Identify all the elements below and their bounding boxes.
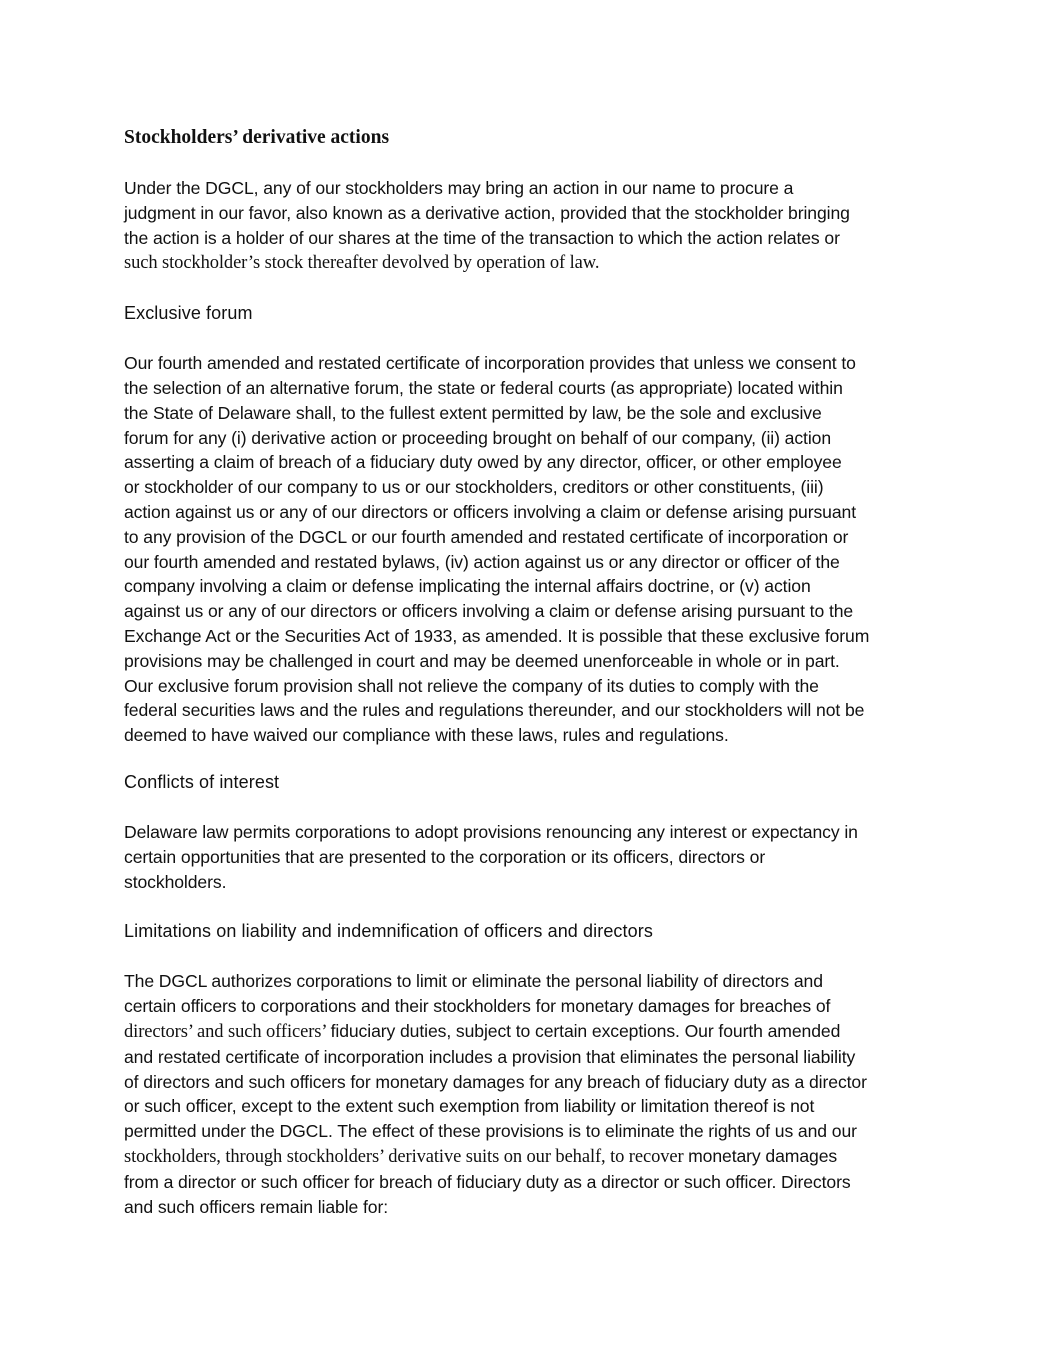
section-heading-exclusive-forum: Exclusive forum [124,303,253,324]
liability-text-part-b: fiduciary duties, subject to certain exceptions. Our fourth amended and restated certificate of incorporation includes a provision that eliminates the personal liability of directors and such officers for monetary damages for any breach of fiduciary duty as a director or such officer, except to the extent such exemption from liability or limitation thereof is not permitted under the DGCL. The effect of these provisions is to eliminate the rights of us and our [124,1020,867,1142]
paragraph-exclusive-forum: Our fourth amended and restated certificate of incorporation provides that unless we consent to the selection of an alternative forum, the state or federal courts (as appropriate) located within the State of Delaware shall, to the fullest extent permitted by law, be the sole and exclusive forum for any (i) derivative action or proceeding brought on behalf of our company, (ii) action asserting a claim of breach of a fiduciary duty owed by any director, officer, or other employee or stockholder of our company to us or our stockholders, creditors or other constituents, (iii) action against us or any of our directors or officers involving a claim or defense arising pursuant to any provision of the DGCL or our fourth amended and restated certificate of incorporation or our fourth amended and restated bylaws, (iv) action against us or any director or officer of the company involving a claim or defense implicating the internal affairs doctrine, or (v) action against us or any of our directors or officers involving a claim or defense arising pursuant to the Exchange Act or the Securities Act of 1933, as amended. It is possible that these exclusive forum provisions may be challenged in court and may be deemed unenforceable in whole or in part. Our exclusive forum provision shall not relieve the company of its duties to comply with the federal securities laws and the rules and regulations thereunder, and our stockholders will not be deemed to have waived our compliance with these laws, rules and regulations. [124,353,870,746]
section-heading-limitations-on-liability: Limitations on liability and indemnification of officers and directors [124,921,653,942]
liability-text-part-c: monetary damages from a director or such officer for breach of fiduciary duty as a director or such officer. Directors and such officers remain liable for: [124,1145,851,1217]
paragraph-derivative-actions-serif-line: such stockholder’s stock thereafter devolved by operation of law. [124,253,600,274]
paragraph-derivative-actions [124,176,936,276]
liability-text-part-b-serif: stockholders, through stockholders’ derivative suits on our behalf, to recover [124,1146,689,1167]
paragraph-conflicts-of-interest: Delaware law permits corporations to adopt provisions renouncing any interest or expectancy in certain opportunities that are presented to the corporation or its officers, directors or stockholders. [124,821,858,892]
document-page [124,126,936,1244]
paragraph-limitations-on-liability [124,969,936,1219]
section-heading-derivative-actions: Stockholders’ derivative actions [124,127,390,148]
liability-text-part-a-serif: directors’ and such officers’ [124,1021,331,1042]
section-heading-conflicts-of-interest: Conflicts of interest [124,771,280,792]
paragraph-derivative-actions-text: Under the DGCL, any of our stockholders may bring an action in our name to procure a judgment in our favor, also known as a derivative action, provided that the stockholder bringing the action is a holder of our shares at the time of the transaction to which the action relates or [124,178,850,248]
liability-text-part-a: The DGCL authorizes corporations to limit or eliminate the personal liability of directors and certain officers to corporations and their stockholders for monetary damages for breaches of [124,971,831,1017]
